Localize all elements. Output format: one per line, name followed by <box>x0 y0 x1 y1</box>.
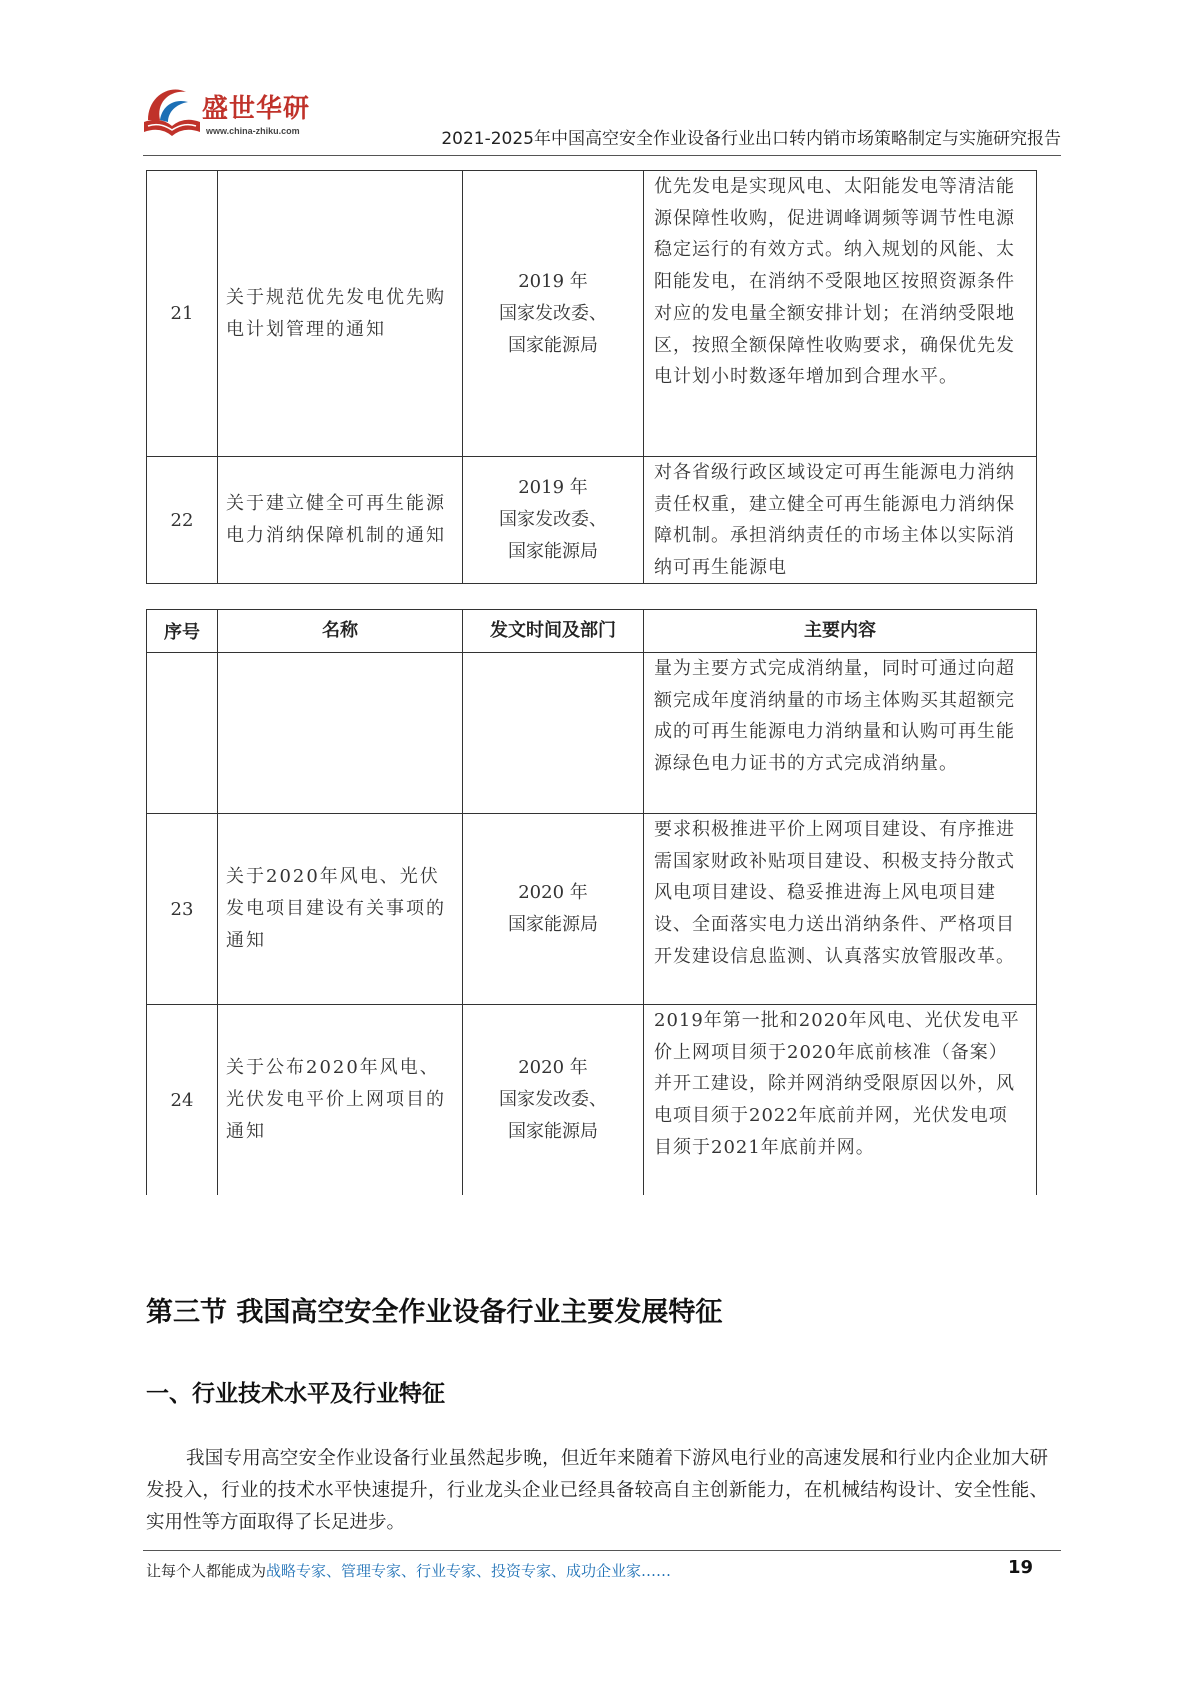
table-row <box>147 1005 1037 1196</box>
footer-divider <box>143 1550 1061 1551</box>
issue-date-dept <box>463 814 644 1005</box>
row-number: 21 <box>147 171 218 457</box>
issue-dept: 国家能源局 <box>508 914 598 935</box>
issue-year: 2020 年 <box>518 882 588 903</box>
policy-name: 关于2020年风电、光伏发电项目建设有关事项的通知 <box>218 814 463 1005</box>
table-row <box>147 653 1037 814</box>
footer-slogan <box>146 1560 671 1581</box>
book-logo-icon <box>140 82 204 144</box>
issue-date-dept <box>463 457 644 584</box>
header-name: 名称 <box>218 610 463 653</box>
table-row <box>147 457 1037 584</box>
logo-name: 盛世华研 <box>202 94 311 124</box>
issue-dept: 国家发改委、国家能源局 <box>499 1089 607 1142</box>
footer-slogan-prefix: 让每个人都能成为 <box>146 1562 267 1580</box>
header-no: 序号 <box>147 610 218 653</box>
policy-name: 关于规范优先发电优先购电计划管理的通知 <box>218 171 463 457</box>
company-logo <box>140 82 360 152</box>
issue-date-dept <box>463 171 644 457</box>
issue-date-dept <box>463 1005 644 1196</box>
policy-content-text: 对各省级行政区域设定可再生能源电力消纳责任权重，建立健全可再生能源电力消纳保障机制。承担消纳责任的市场主体以实际消纳可再生能源电 <box>654 462 1015 579</box>
row-number <box>147 653 218 814</box>
issue-year: 2020 年 <box>518 1057 588 1078</box>
section-title: 第三节 我国高空安全作业设备行业主要发展特征 <box>146 1297 723 1328</box>
header-date: 发文时间及部门 <box>463 610 644 653</box>
page-number: 19 <box>1007 1557 1033 1578</box>
policy-content: 量为主要方式完成消纳量，同时可通过向超额完成年度消纳量的市场主体购买其超额完成的可再生能源电力消纳量和认购可再生能源绿色电力证书的方式完成消纳量。 <box>644 653 1037 814</box>
policy-content: 优先发电是实现风电、太阳能发电等清洁能源保障性收购，促进调峰调频等调节性电源稳定运行的有效方式。纳入规划的风能、太阳能发电，在消纳不受限地区按照资源条件对应的发电量全额安排计划；在消纳受限地区，按照全额保障性收购要求，确保优先发电计划小时数逐年增加到合理水平。 <box>644 171 1037 457</box>
policy-content: 要求积极推进平价上网项目建设、有序推进需国家财政补贴项目建设、积极支持分散式风电项目建设、稳妥推进海上风电项目建设、全面落实电力送出消纳条件、严格项目开发建设信息监测、认真落实放管服改革。 <box>644 814 1037 1005</box>
policy-name: 关于建立健全可再生能源电力消纳保障机制的通知 <box>218 457 463 584</box>
row-number: 24 <box>147 1005 218 1196</box>
policy-table-part1 <box>146 170 1037 584</box>
policy-content: 2019年第一批和2020年风电、光伏发电平价上网项目须于2020年底前核准（备案）并开工建设，除并网消纳受限原因以外，风电项目须于2022年底前并网，光伏发电项目须于2021年底前并网。 <box>644 1005 1037 1196</box>
issue-date-dept <box>463 653 644 814</box>
body-paragraph: 我国专用高空安全作业设备行业虽然起步晚，但近年来随着下游风电行业的高速发展和行业内企业加大研发投入，行业的技术水平快速提升，行业龙头企业已经具备较高自主创新能力，在机械结构设计、安全性能、实用性等方面取得了长足进步。 <box>146 1448 1048 1533</box>
row-number: 22 <box>147 457 218 584</box>
policy-table-part2 <box>146 609 1037 1195</box>
table-row <box>147 171 1037 457</box>
subsection-title: 一、行业技术水平及行业特征 <box>146 1381 445 1407</box>
issue-year: 2019 年 <box>518 477 588 498</box>
footer-slogan-highlight: 战略专家、管理专家、行业专家、投资专家、成功企业家…… <box>266 1562 672 1580</box>
policy-name <box>218 653 463 814</box>
issue-year: 2019 年 <box>518 270 588 292</box>
policy-name: 关于公布2020年风电、光伏发电平价上网项目的通知 <box>218 1005 463 1196</box>
issue-dept: 国家发改委、国家能源局 <box>499 509 607 562</box>
table-header-row <box>147 610 1037 653</box>
table-row <box>147 814 1037 1005</box>
issue-dept: 国家发改委、国家能源局 <box>499 302 607 356</box>
header-content: 主要内容 <box>644 610 1037 653</box>
header-divider <box>143 155 1061 156</box>
report-title: 2021-2025年中国高空安全作业设备行业出口转内销市场策略制定与实施研究报告 <box>441 129 1061 149</box>
row-number: 23 <box>147 814 218 1005</box>
policy-content <box>644 457 1037 584</box>
logo-url: www.china-zhiku.com <box>206 126 300 136</box>
